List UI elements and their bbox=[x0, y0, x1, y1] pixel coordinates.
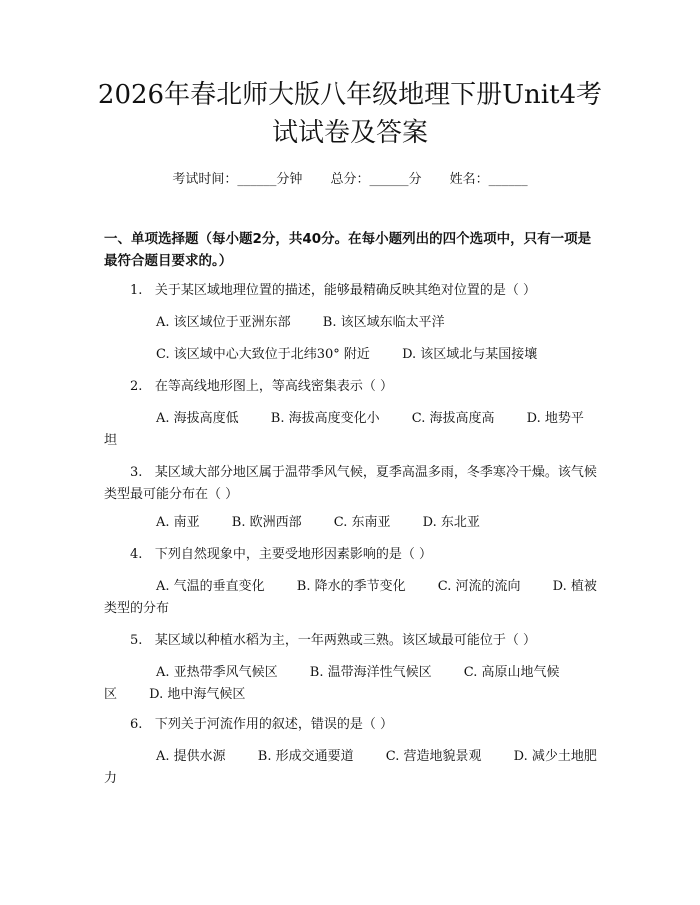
question-3 bbox=[104, 462, 600, 506]
option-c: C. 营造地貌景观 bbox=[385, 749, 482, 764]
section-heading: 一、单项选择题（每小题2分，共40分。在每小题列出的四个选项中，只有一项是最符合题目要求的。） bbox=[104, 231, 592, 269]
question-text: 某区域大部分地区属于温带季风气候，夏季高温多雨，冬季寒冷干燥。该气候类型最可能分布在（ ） bbox=[104, 465, 597, 502]
question-text: 下列关于河流作用的叙述，错误的是（ ） bbox=[154, 717, 393, 732]
question-text: 在等高线地形图上，等高线密集表示（ ） bbox=[154, 379, 393, 394]
question-text: 某区域以种植水稻为主，一年两熟或三熟。该区域最可能位于（ ） bbox=[154, 633, 536, 648]
option-a: A. 南亚 bbox=[156, 515, 200, 530]
option-b: B. 降水的季节变化 bbox=[296, 579, 406, 594]
option-a: A. 提供水源 bbox=[156, 749, 226, 764]
option-d: D. 该区域北与某国接壤 bbox=[402, 347, 538, 362]
option-b: B. 温带海洋性气候区 bbox=[309, 665, 432, 680]
option-d: D. 地中海气候区 bbox=[149, 687, 246, 702]
question-4 bbox=[104, 544, 600, 566]
option-d: D. 植被类型的分布 bbox=[104, 579, 597, 616]
question-5 bbox=[104, 630, 600, 652]
option-d: D. 地势平坦 bbox=[104, 411, 584, 448]
question-text: 关于某区域地理位置的描述，能够最精确反映其绝对位置的是（ ） bbox=[154, 283, 536, 298]
student-name-field: 姓名：______ bbox=[449, 172, 528, 187]
option-a: A. 海拔高度低 bbox=[156, 411, 239, 426]
question-1-options-row-2 bbox=[104, 344, 600, 366]
question-text: 下列自然现象中，主要受地形因素影响的是（ ） bbox=[154, 547, 432, 562]
exam-time-field: 考试时间：______分钟 bbox=[172, 172, 303, 187]
question-1 bbox=[104, 280, 600, 302]
question-6 bbox=[104, 714, 600, 736]
question-5-options bbox=[104, 662, 600, 706]
option-d: D. 减少土地肥力 bbox=[104, 749, 597, 786]
question-2-options bbox=[104, 408, 600, 452]
question-number: 2. bbox=[130, 379, 143, 394]
option-b: B. 形成交通要道 bbox=[257, 749, 354, 764]
total-score-field: 总分：______分 bbox=[330, 172, 422, 187]
question-number: 5. bbox=[130, 633, 143, 648]
document-title: 2026年春北师大版八年级地理下册Unit4考试试卷及答案 bbox=[97, 80, 603, 148]
option-a: A. 亚热带季风气候区 bbox=[156, 665, 278, 680]
option-b: B. 欧洲西部 bbox=[231, 515, 302, 530]
option-c: C. 该区域中心大致位于北纬30° 附近 bbox=[156, 347, 370, 362]
question-number: 6. bbox=[130, 717, 143, 732]
question-number: 1. bbox=[130, 283, 143, 298]
option-a: A. 气温的垂直变化 bbox=[156, 579, 265, 594]
option-c: C. 海拔高度高 bbox=[411, 411, 495, 426]
question-3-options bbox=[104, 512, 600, 534]
option-b: B. 该区域东临太平洋 bbox=[322, 315, 445, 330]
question-1-options-row-1 bbox=[104, 312, 600, 334]
question-number: 4. bbox=[130, 547, 143, 562]
option-a: A. 该区域位于亚洲东部 bbox=[156, 315, 291, 330]
question-6-options bbox=[104, 746, 600, 790]
option-c: C. 东南亚 bbox=[333, 515, 391, 530]
question-number: 3. bbox=[130, 465, 143, 480]
question-4-options bbox=[104, 576, 600, 620]
option-c: C. 河流的流向 bbox=[437, 579, 521, 594]
exam-info-line bbox=[0, 168, 700, 187]
option-d: D. 东北亚 bbox=[422, 515, 480, 530]
option-b: B. 海拔高度变化小 bbox=[270, 411, 380, 426]
option-c: C. 高原山地气候区 bbox=[104, 665, 560, 702]
question-2 bbox=[104, 376, 600, 398]
